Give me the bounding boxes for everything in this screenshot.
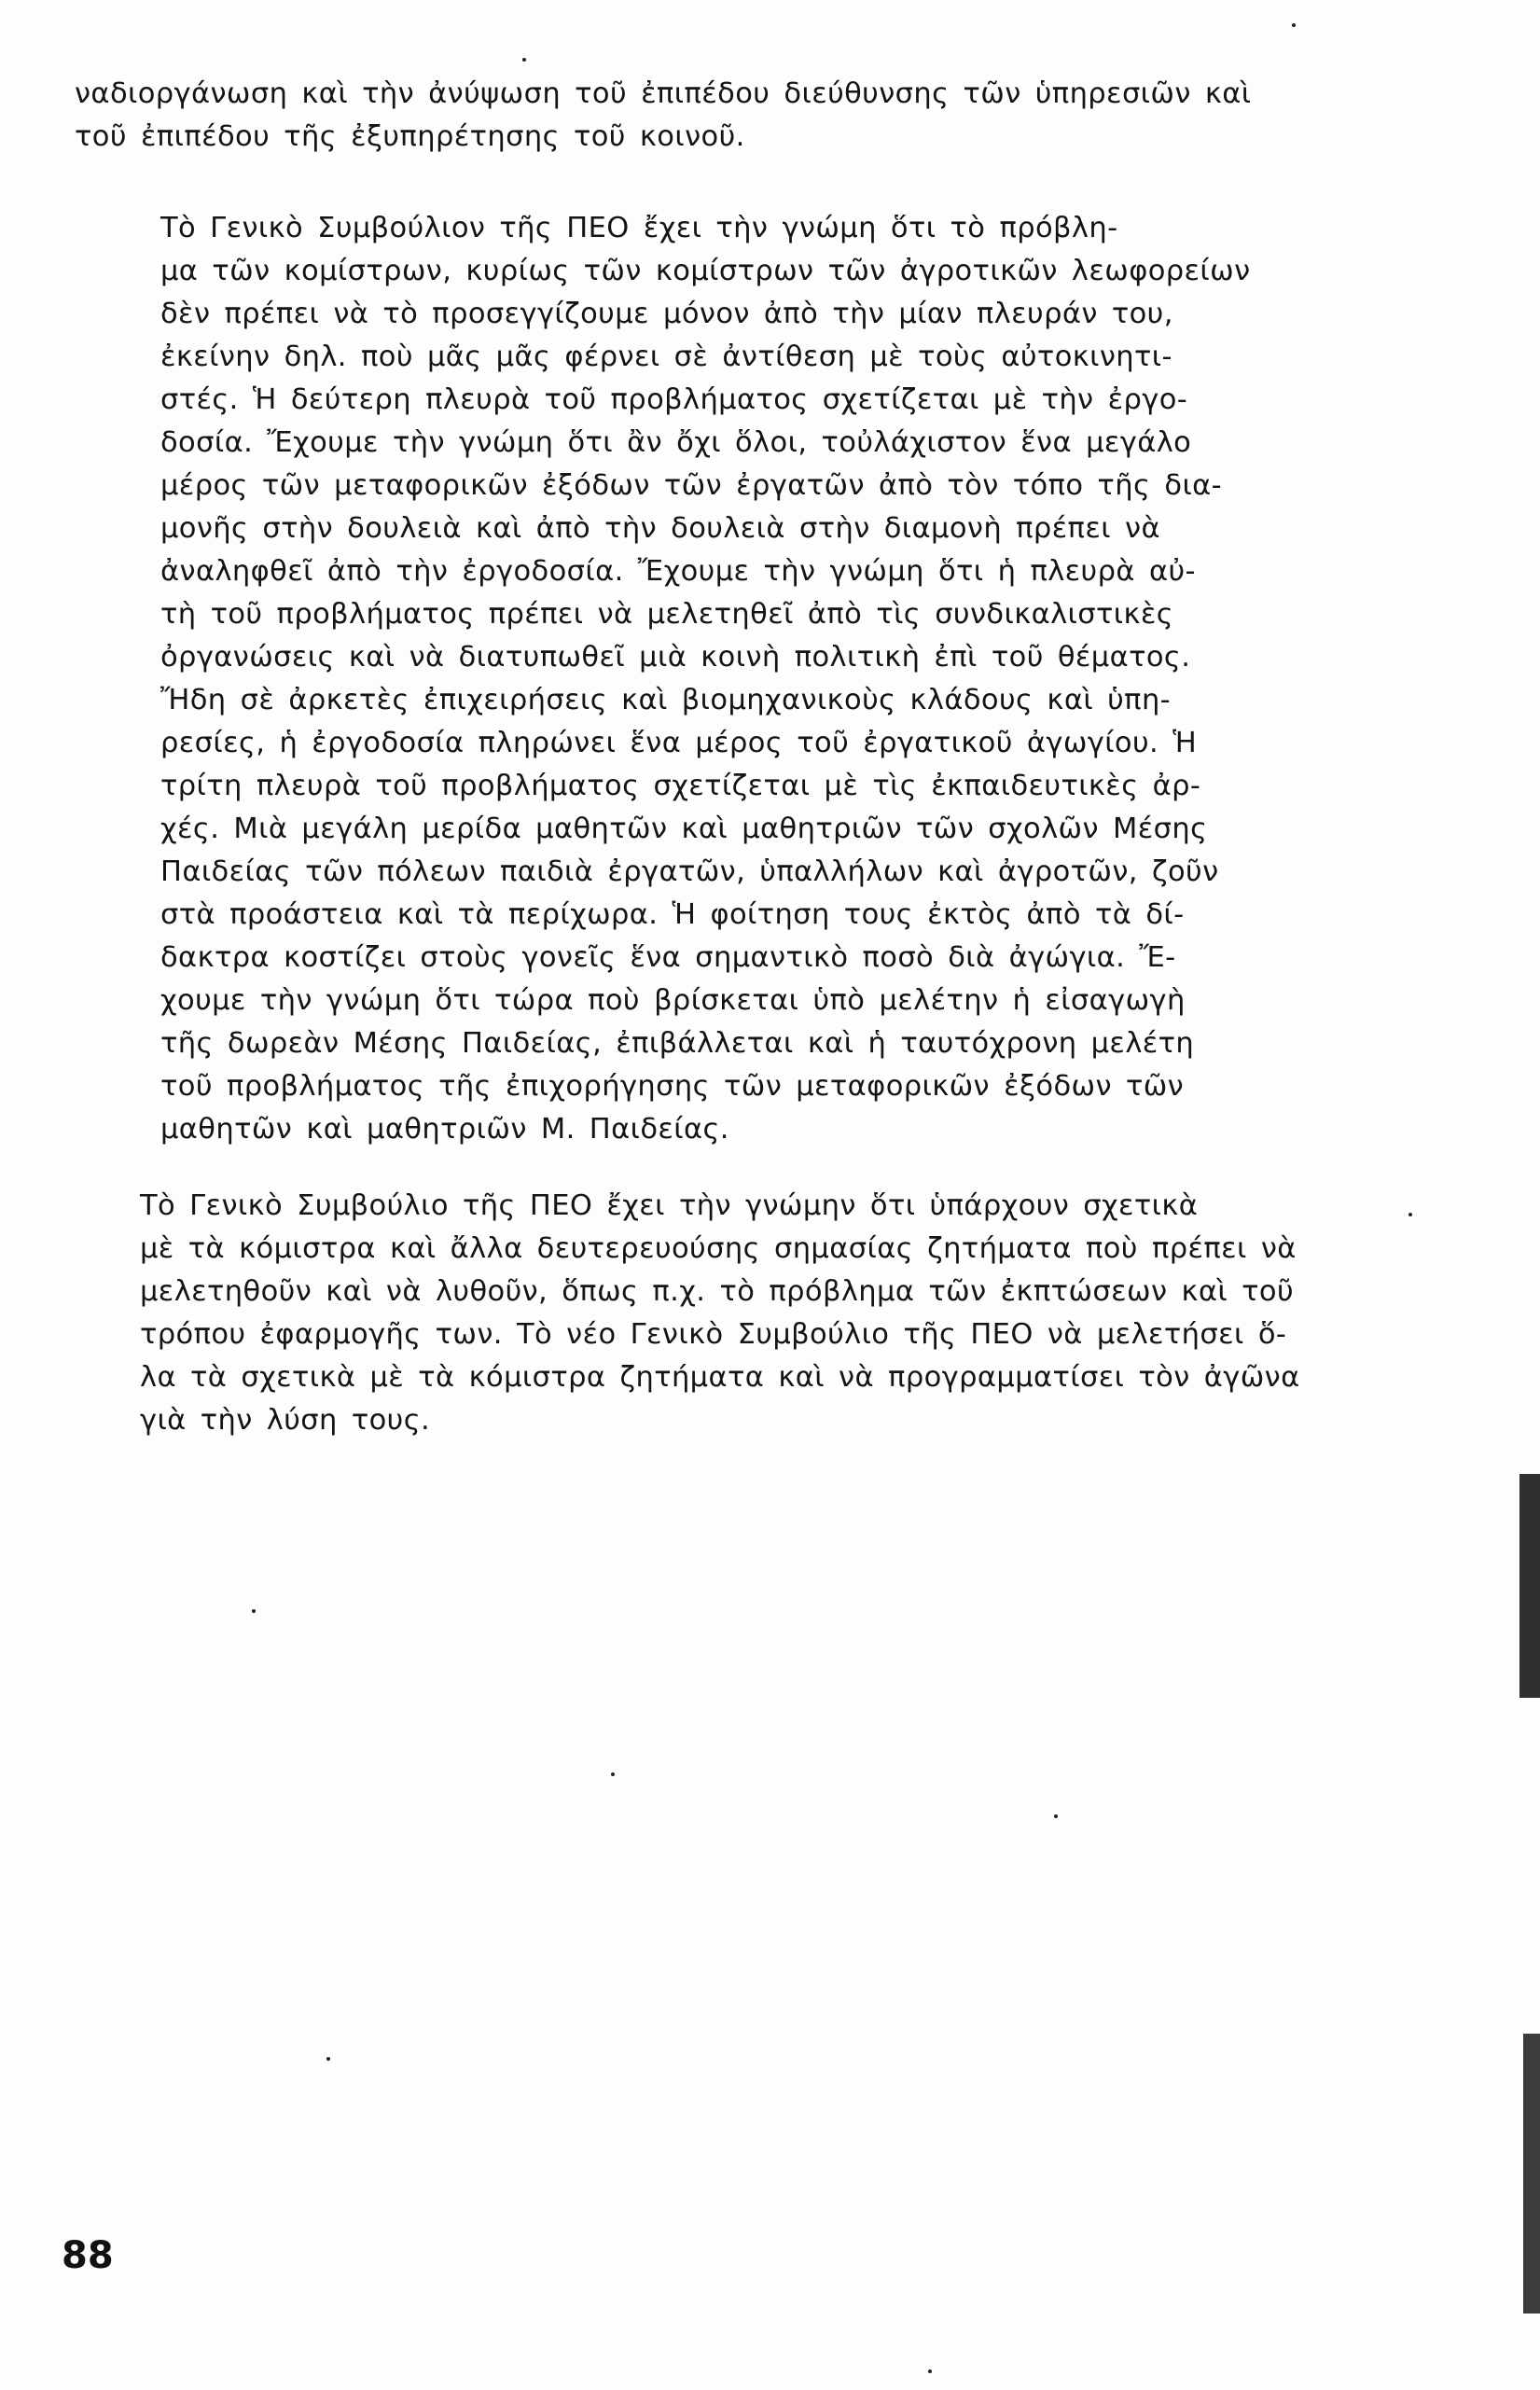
text-line: δοσία. Ἔχουμε τὴν γνώμη ὅτι ἂν ὄχι ὅλοι, τοὐλάχιστον ἕνα μεγάλο [160,426,1192,459]
text-line: Ἤδη σὲ ἀρκετὲς ἐπιχειρήσεις καὶ βιομηχανικοὺς κλάδους καὶ ὑπη- [160,684,1172,716]
paragraph-fares-problem [160,207,1362,1151]
text-line: Τὸ Γενικὸ Συμβούλιο τῆς ΠΕΟ ἔχει τὴν γνώμην ὅτι ὑπάρχουν σχετικὰ [140,1189,1199,1222]
paragraph-secondary-issues [140,1185,1362,1442]
scan-speck [326,2057,330,2061]
scan-speck [522,58,526,62]
text-line: λα τὰ σχετικὰ μὲ τὰ κόμιστρα ζητήματα καὶ νὰ προγραμματίσει τὸν ἀγῶνα [140,1361,1300,1394]
text-line: ρεσίες, ἡ ἐργοδοσία πληρώνει ἕνα μέρος τοῦ ἐργατικοῦ ἀγωγίου. Ἡ [160,727,1198,759]
page-number: 88 [62,2234,114,2277]
scan-speck [1292,23,1296,27]
text-line: ἐκείνην δηλ. ποὺ μᾶς μᾶς φέρνει σὲ ἀντίθεση μὲ τοὺς αὐτοκινητι- [160,340,1172,373]
text-line: στὰ προάστεια καὶ τὰ περίχωρα. Ἡ φοίτηση τους ἐκτὸς ἀπὸ τὰ δί- [160,898,1185,931]
text-line: ἀναληφθεῖ ἀπὸ τὴν ἐργοδοσία. Ἔχουμε τὴν γνώμη ὅτι ἡ πλευρὰ αὐ- [160,555,1196,588]
scan-speck [1408,1213,1412,1216]
scan-edge-artifact [1519,1474,1540,1698]
text-line: χές. Μιὰ μεγάλη μερίδα μαθητῶν καὶ μαθητριῶν τῶν σχολῶν Μέσης [160,813,1208,845]
text-line: μέρος τῶν μεταφορικῶν ἐξόδων τῶν ἐργατῶν ἀπὸ τὸν τόπο τῆς δια- [160,469,1223,502]
text-line: μα τῶν κομίστρων, κυρίως τῶν κομίστρων τῶν ἀγροτικῶν λεωφορείων [160,255,1251,287]
text-line: γιὰ τὴν λύση τους. [140,1404,431,1437]
text-line: δὲν πρέπει νὰ τὸ προσεγγίζουμε μόνον ἀπὸ τὴν μίαν πλευράν του, [160,298,1173,330]
text-line: Παιδείας τῶν πόλεων παιδιὰ ἐργατῶν, ὑπαλλήλων καὶ ἀγροτῶν, ζοῦν [160,855,1219,888]
paragraph-continuation [75,73,1362,159]
text-line: ναδιοργάνωση καὶ τὴν ἀνύψωση τοῦ ἐπιπέδου διεύθυνσης τῶν ὑπηρεσιῶν καὶ [75,77,1252,110]
text-line: μαθητῶν καὶ μαθητριῶν Μ. Παιδείας. [160,1113,729,1146]
text-line: τρίτη πλευρὰ τοῦ προβλήματος σχετίζεται μὲ τὶς ἐκπαιδευτικὲς ἀρ- [160,770,1201,802]
scan-speck [1054,1814,1058,1818]
text-line: μὲ τὰ κόμιστρα καὶ ἄλλα δευτερευούσης σημασίας ζητήματα ποὺ πρέπει νὰ [140,1232,1297,1265]
scan-edge-artifact [1523,2034,1540,2314]
text-line: μελετηθοῦν καὶ νὰ λυθοῦν, ὅπως π.χ. τὸ πρόβλημα τῶν ἐκπτώσεων καὶ τοῦ [140,1275,1295,1308]
text-line: χουμε τὴν γνώμη ὅτι τώρα ποὺ βρίσκεται ὑπὸ μελέτην ἡ εἰσαγωγὴ [160,984,1186,1017]
text-line: τοῦ ἐπιπέδου τῆς ἐξυπηρέτησης τοῦ κοινοῦ. [75,120,745,153]
scan-speck [252,1609,256,1613]
text-line: τρόπου ἐφαρμογῆς των. Τὸ νέο Γενικὸ Συμβούλιο τῆς ΠΕΟ νὰ μελετήσει ὅ- [140,1318,1287,1351]
text-line: δακτρα κοστίζει στοὺς γονεῖς ἕνα σημαντικὸ ποσὸ διὰ ἀγώγια. Ἔ- [160,941,1176,974]
text-line: τοῦ προβλήματος τῆς ἐπιχορήγησης τῶν μεταφορικῶν ἐξόδων τῶν [160,1070,1185,1103]
text-line: τῆς δωρεὰν Μέσης Παιδείας, ἐπιβάλλεται καὶ ἡ ταυτόχρονη μελέτη [160,1027,1195,1060]
text-line: τὴ τοῦ προβλήματος πρέπει νὰ μελετηθεῖ ἀπὸ τὶς συνδικαλιστικὲς [160,598,1174,631]
text-line: στές. Ἡ δεύτερη πλευρὰ τοῦ προβλήματος σχετίζεται μὲ τὴν ἐργο- [160,383,1188,416]
text-line: ὀργανώσεις καὶ νὰ διατυπωθεῖ μιὰ κοινὴ πολιτικὴ ἐπὶ τοῦ θέματος. [160,641,1191,674]
text-line: Τὸ Γενικὸ Συμβούλιον τῆς ΠΕΟ ἔχει τὴν γνώμη ὅτι τὸ πρόβλη- [160,212,1118,244]
scan-speck [928,2369,932,2373]
text-line: μονῆς στὴν δουλειὰ καὶ ἀπὸ τὴν δουλειὰ στὴν διαμονὴ πρέπει νὰ [160,512,1160,545]
scan-speck [611,1772,615,1776]
